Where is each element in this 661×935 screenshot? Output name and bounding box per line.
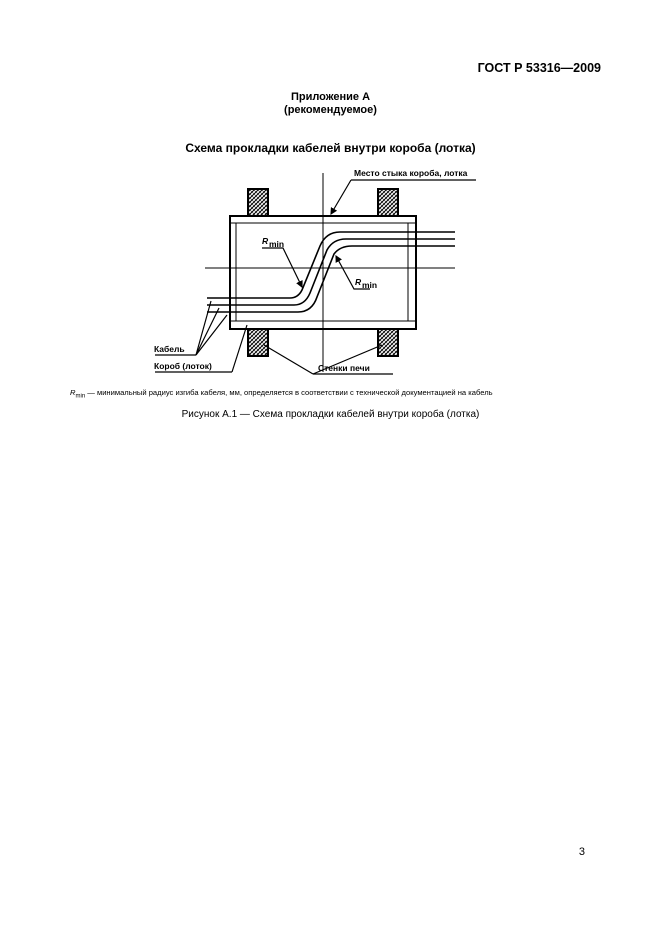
figure-caption: Рисунок А.1 — Схема прокладки кабелей внутри короба (лотка) <box>181 409 480 420</box>
annex-title: Приложение А <box>290 91 371 103</box>
wall-block-top-right <box>378 189 398 216</box>
cable-label: Кабель <box>154 344 185 354</box>
rmin-label-2 <box>355 277 377 290</box>
joint-label: Место стыка короба, лотка <box>354 168 468 178</box>
wall-block-bottom-left <box>248 329 268 356</box>
walls-leader-1 <box>264 345 313 374</box>
rmin-label-1-sub: min <box>269 239 285 249</box>
box-leader <box>232 325 247 372</box>
legend-subscript: min <box>75 393 86 400</box>
wall-block-bottom-right <box>378 329 398 356</box>
legend-symbol: R <box>70 388 76 397</box>
cable-2 <box>207 239 455 305</box>
page-number: 3 <box>578 846 585 858</box>
annex-status: (рекомендуемое) <box>284 104 377 116</box>
cable-3 <box>207 246 455 312</box>
figure-heading: Схема прокладки кабелей внутри короба (лотка) <box>185 141 476 155</box>
standard-code: ГОСТ Р 53316—2009 <box>477 61 601 75</box>
cable-layout-diagram <box>0 0 661 400</box>
legend-note <box>70 388 493 400</box>
box-label: Короб (лоток) <box>154 361 212 371</box>
legend-text: — минимальный радиус изгиба кабеля, мм, определяется в соответствии с технической документацией на кабель <box>85 388 493 397</box>
walls-label: Стенки печи <box>318 363 370 373</box>
rmin-label-1-symbol: R <box>262 236 269 246</box>
rmin-label-1 <box>262 236 284 249</box>
wall-block-top-left <box>248 189 268 216</box>
cable-leader-3 <box>196 315 227 355</box>
cable-1 <box>207 232 455 298</box>
cables <box>207 232 455 312</box>
rmin-label-2-symbol: R <box>355 277 362 287</box>
rmin-label-2-sub: min <box>362 280 378 290</box>
joint-leader <box>331 180 351 214</box>
